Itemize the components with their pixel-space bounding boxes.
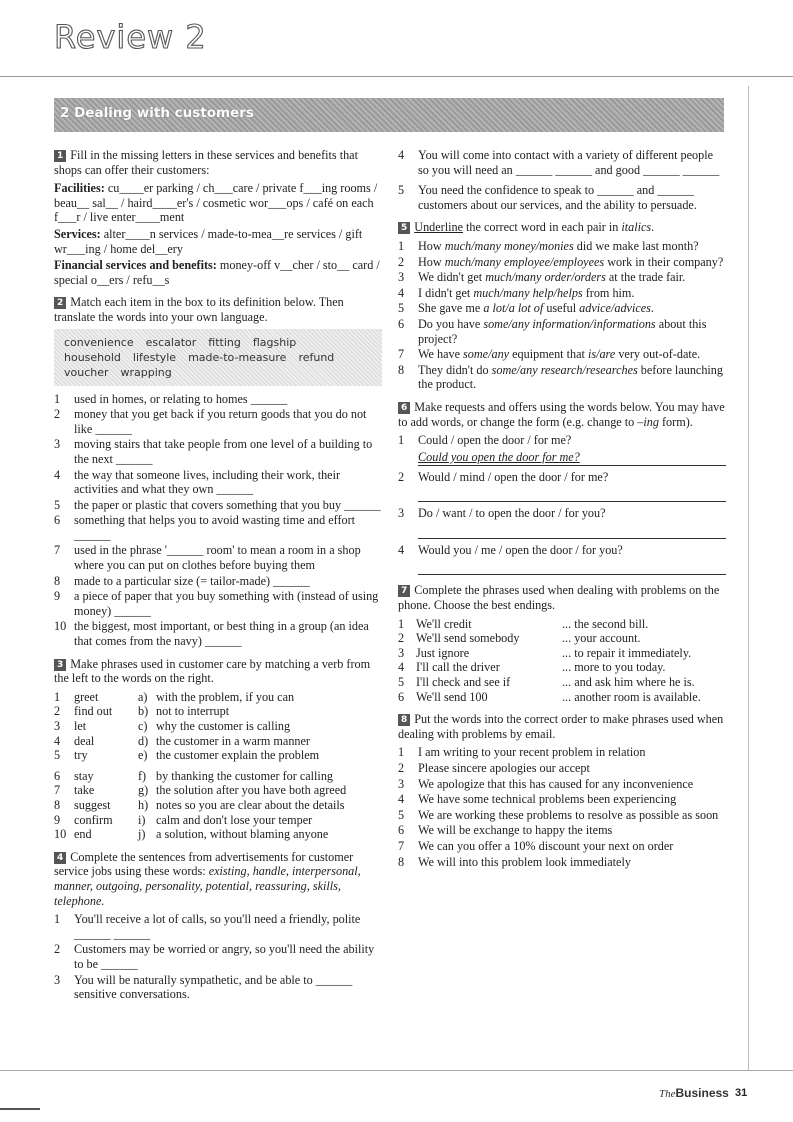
footer-divider	[0, 1070, 793, 1071]
verb: deal	[74, 733, 95, 748]
left-column	[54, 148, 382, 1010]
matching-grid: 1 greet a) with the problem, if you can 2 find out b) not to interrupt 3 let c) why the customer is calling 4 deal d) the customer in a warm manner 5 try e) the customer explain the problem 6 stay f) by thanking the customer for calling 7 take g) the solution after you have both agreed 8 suggest h) notes so you are clear about the details 9 confirm i) calm and don't lose your temper 10 end j) a solution, without blaming anyone	[54, 690, 382, 842]
verb: let	[74, 719, 87, 733]
word-box-item: voucher	[64, 365, 109, 379]
word-box-item: flagship	[252, 335, 297, 349]
list-item: 4 You will come into contact with a variety of different people so you will need an ______ ______ and good ______ ______	[398, 148, 720, 177]
verb: take	[74, 783, 95, 798]
list-item: 4 Would you / me / open the door / for you?	[398, 543, 726, 576]
list-item: 6 something that helps you to avoid wasting time and effort ______	[54, 513, 356, 542]
exercise-number-badge: 6	[398, 402, 410, 414]
exercise-number-badge: 7	[398, 585, 410, 597]
phrase-ending: the customer in a warm manner	[156, 733, 310, 748]
phrase-ending: a solution, without blaming anyone	[156, 827, 329, 842]
list-item: 2 How much/many employee/employees work in their company?	[398, 254, 724, 269]
list-item: 1 Could / open the door / for me? Could you open the door for me?	[398, 433, 726, 466]
list-item: 7 used in the phrase '______ room' to mean a room in a shop where you can put on clothes before buying them	[54, 543, 361, 573]
phone-phrase-grid: 1 We'll credit ... the second bill. 2 We'll send somebody ... your account. 3 Just ignore ... to repair it immediately. 4 I'll call the driver ... more to you today. 5 I'll check and see if ... and ask him where he is. 6 We'll send 100 ... another room is available.	[398, 617, 726, 705]
exercise-1	[54, 148, 382, 287]
definition-list	[54, 392, 382, 649]
list-item: 3 We apologize that this has caused for any inconvenience	[398, 776, 694, 791]
exercise-number-badge: 5	[398, 222, 410, 234]
list-item: 5 You need the confidence to speak to ______ and ______ customers about our services, and the ability to persuade.	[398, 183, 697, 212]
sentence-list	[398, 148, 726, 212]
list-item: 7 We have some/any equipment that is/are very out-of-date.	[398, 347, 701, 362]
verb: stay	[74, 768, 94, 783]
exercise-number-badge: 8	[398, 714, 410, 726]
exercise-number-badge: 4	[54, 852, 66, 864]
phrase-start: We'll credit	[416, 616, 472, 631]
title-divider	[0, 76, 793, 77]
binding-mark	[0, 1108, 40, 1110]
list-item: 1 You'll receive a lot of calls, so you'll need a friendly, polite ______ ______	[54, 912, 361, 941]
list-item: 8 We will into this problem look immediately	[398, 854, 631, 869]
section-title: 2 Dealing with customers	[60, 105, 254, 121]
verb: end	[74, 827, 92, 842]
word-box-item: escalator	[145, 335, 197, 349]
page-title: Review 2	[54, 18, 207, 56]
list-item: 6 Do you have some/any information/informations about this project?	[398, 316, 707, 346]
word-box-item: household	[64, 350, 121, 364]
list-item: 4 the way that someone lives, including their work, their activities and what they own ______	[54, 467, 341, 497]
list-item: 5 We are working these problems to resolve as possible as soon	[398, 807, 719, 822]
footer-brand: TheBusiness	[659, 1086, 729, 1100]
word-choice-list	[398, 239, 726, 392]
services-paragraph: Services: alter____n services / made-to-mea__re services / gift wr___ing / home del__ery	[54, 226, 363, 256]
phrase-ending: ... to repair it immediately.	[562, 645, 692, 660]
word-box-item: fitting	[208, 335, 241, 349]
exercise-7-instruction: 7 Complete the phrases used when dealing with problems on the phone. Choose the best endings.	[398, 583, 720, 613]
phrase-ending: by thanking the customer for calling	[156, 768, 334, 783]
phrase-ending: ... more to you today.	[562, 660, 666, 675]
request-list	[398, 433, 726, 575]
phrase-start: We'll send somebody	[416, 631, 520, 646]
exercise-6-instruction: 6 Make requests and offers using the words below. You may have to add words, or change the form (e.g. change to –ing form).	[398, 399, 725, 429]
right-margin-line	[748, 86, 749, 1071]
phrase-ending: ... your account.	[562, 631, 641, 646]
exercise-2	[54, 295, 382, 648]
list-item: 8 They didn't do some/any research/researches before launching the product.	[398, 362, 723, 392]
list-item: 7 We can you offer a 10% discount your next on order	[398, 838, 674, 853]
example-answer: Could you open the door for me?	[418, 450, 726, 466]
phrase-ending: ... the second bill.	[562, 616, 649, 631]
verb: suggest	[74, 797, 111, 812]
section-banner	[54, 98, 724, 132]
phrase-ending: notes so you are clear about the details	[156, 797, 345, 812]
phrase-ending: ... and ask him where he is.	[562, 675, 695, 690]
list-item: 1 How much/many money/monies did we make last month?	[398, 238, 699, 253]
right-column	[398, 148, 726, 877]
exercise-5-instruction: 5 Underline the correct word in each pair in italics.	[398, 220, 726, 235]
answer-line	[418, 486, 726, 502]
list-item: 4 We have some technical problems been experiencing	[398, 792, 677, 807]
list-item: 3 moving stairs that take people from one level of a building to the next ______	[54, 437, 373, 466]
page-number: 31	[735, 1087, 748, 1099]
exercise-5	[398, 220, 726, 392]
exercise-7	[398, 583, 726, 704]
exercise-8	[398, 712, 726, 869]
list-item: 5 the paper or plastic that covers something that you buy ______	[54, 497, 381, 512]
exercise-number-badge: 2	[54, 297, 66, 309]
verb: try	[74, 748, 88, 763]
exercise-4-instruction: 4 Complete the sentences from advertisements for customer service jobs using these words: existing, handle, interpersonal, manner, outgoing, personality, potential, reassuring, skills, telephone.	[54, 849, 361, 908]
exercise-4	[54, 850, 382, 1002]
exercise-4-continued	[398, 148, 726, 212]
list-item: 10 the biggest, most important, or best thing in a group (an idea that comes from the navy) ______	[54, 619, 369, 649]
phrase-start: Just ignore	[416, 645, 470, 660]
financial-paragraph: Financial services and benefits: money-off v__cher / sto__ card / special o__ers / refu__s	[54, 258, 380, 287]
phrase-start: I'll call the driver	[416, 660, 500, 675]
exercise-number-badge: 3	[54, 659, 66, 671]
exercise-3-instruction: 3 Make phrases used in customer care by matching a verb from the left to the words on the right.	[54, 656, 371, 686]
phrase-ending: calm and don't lose your temper	[156, 812, 313, 827]
exercise-8-instruction: 8 Put the words into the correct order to make phrases used when dealing with problems by email.	[398, 712, 724, 741]
list-item: 2 money that you get back if you return goods that you do not like ______	[54, 407, 367, 436]
list-item: 2 Customers may be worried or angry, so you'll need the ability to be ______	[54, 942, 375, 971]
list-item: 1 used in homes, or relating to homes ______	[54, 391, 288, 406]
verb: greet	[74, 689, 99, 704]
list-item: 6 We will be exchange to happy the items	[398, 823, 613, 838]
word-box-item: wrapping	[120, 365, 172, 379]
answer-line	[418, 523, 726, 539]
phrase-ending: the solution after you have both agreed	[156, 783, 347, 798]
phrase-ending: with the problem, if you can	[156, 689, 295, 704]
word-box-item: made-to-measure	[188, 350, 287, 364]
phrase-ending: not to interrupt	[156, 704, 230, 719]
exercise-1-instruction: 1 Fill in the missing letters in these services and benefits that shops can offer their customers:	[54, 148, 358, 177]
list-item: 5 She gave me a lot/a lot of useful advice/advices.	[398, 301, 654, 316]
list-item: 2 Would / mind / open the door / for me?	[398, 470, 726, 503]
list-item: 3 You will be naturally sympathetic, and be able to ______ sensitive conversations.	[54, 972, 353, 1002]
list-item: 1 I am writing to your recent problem in relation	[398, 745, 646, 760]
word-box-item: refund	[298, 350, 335, 364]
list-item: 3 We didn't get much/many order/orders at the trade fair.	[398, 270, 686, 285]
list-item: 8 made to a particular size (= tailor-made) ______	[54, 573, 310, 588]
sentence-list	[54, 912, 382, 1002]
list-item: 4 I didn't get much/many help/helps from him.	[398, 285, 635, 300]
phrase-ending: ... another room is available.	[562, 689, 701, 704]
list-item: 9 a piece of paper that you buy something with (instead of using money) ______	[54, 589, 379, 618]
phrase-start: I'll check and see if	[416, 675, 511, 690]
word-box	[54, 329, 382, 386]
verb: confirm	[74, 812, 113, 827]
list-item: 2 Please sincere apologies our accept	[398, 761, 590, 775]
exercise-number-badge: 1	[54, 150, 66, 162]
exercise-2-instruction: 2 Match each item in the box to its definition below. Then translate the words into your own language.	[54, 295, 344, 324]
phrase-ending: the customer explain the problem	[156, 748, 320, 763]
exercise-3	[54, 657, 382, 842]
facilities-paragraph: Facilities: cu____er parking / ch___care / private f___ing rooms / beau__ sal__ / haird____er's / cosmetic wor___ops / café on each f___r / live enter____ment	[54, 181, 378, 225]
list-item: 3 Do / want / to open the door / for you?	[398, 506, 726, 539]
word-box-item: convenience	[64, 335, 134, 349]
verb: find out	[74, 704, 113, 719]
exercise-6	[398, 400, 726, 576]
word-box-item: lifestyle	[132, 350, 177, 364]
answer-line	[418, 559, 726, 575]
phrase-start: We'll send 100	[416, 689, 488, 704]
word-order-list	[398, 745, 726, 869]
phrase-ending: why the customer is calling	[156, 719, 291, 733]
